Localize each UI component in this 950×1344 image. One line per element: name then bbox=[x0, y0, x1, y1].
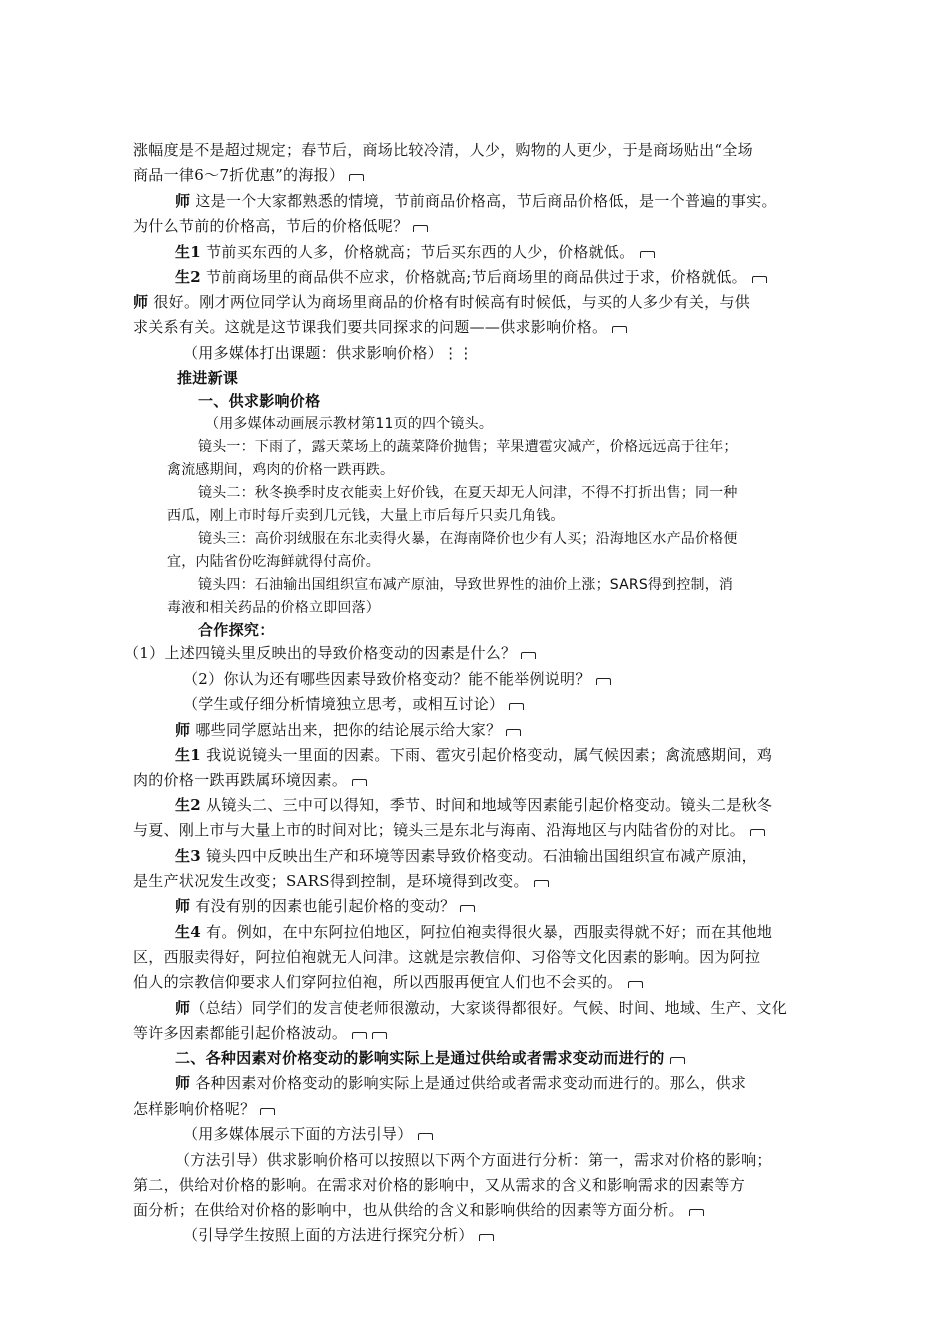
paragraph-mark-icon bbox=[628, 981, 643, 988]
text-line: 禽流感期间，鸡肉的价格一跌再跌。 bbox=[167, 462, 395, 478]
dialogue-line: 生2 从镜头二、三中可以得知，季节、时间和地域等因素能引起价格变动。镜头二是秋冬 bbox=[175, 796, 773, 814]
paragraph-mark-icon bbox=[372, 1032, 387, 1039]
text-line: 求关系有关。这就是这节课我们要共同探求的问题——供求影响价格。 bbox=[133, 316, 627, 338]
text-line: 镜头三：高价羽绒服在东北卖得火暴，在海南降价也少有人买；沿海地区水产品价格便 bbox=[198, 531, 738, 547]
paragraph-mark-icon bbox=[750, 829, 765, 836]
text-line: 镜头四：石油输出国组织宣布减产原油，导致世界性的油价上涨；SARS得到控制，消 bbox=[198, 577, 734, 593]
text-line: 西瓜，刚上市时每斤卖到几元钱，大量上市后每斤只卖几角钱。 bbox=[167, 508, 565, 524]
section-heading: 合作探究： bbox=[198, 621, 275, 639]
dialogue-line: 师 这是一个大家都熟悉的情境，节前商品价格高，节后商品价格低，是一个普遍的事实。 bbox=[175, 192, 777, 210]
paragraph-mark-icon bbox=[596, 678, 611, 685]
text-line: （用多媒体动画展示教材第11页的四个镜头。 bbox=[205, 416, 494, 432]
section-heading: 一、供求影响价格 bbox=[198, 392, 321, 410]
paragraph-mark-icon bbox=[418, 1133, 433, 1140]
stage-direction: （引导学生按照上面的方法进行探究分析） bbox=[183, 1224, 494, 1246]
dialogue-line: 师 很好。刚才两位同学认为商场里商品的价格有时候高有时候低，与买的人多少有关，与供 bbox=[133, 293, 751, 311]
text-line: 面分析；在供给对价格的影响中，也从供给的含义和影响供给的因素等方面分析。 bbox=[133, 1199, 704, 1221]
paragraph-mark-icon bbox=[509, 703, 524, 710]
text-line: 等许多因素都能引起价格波动。 bbox=[133, 1022, 387, 1044]
paragraph-mark-icon bbox=[349, 174, 364, 181]
stage-direction: （用多媒体展示下面的方法引导） bbox=[183, 1123, 433, 1145]
section-heading: 二、各种因素对价格变动的影响实际上是通过供给或者需求变动而进行的 bbox=[175, 1047, 685, 1069]
text-line: 毒液和相关药品的价格立即回落） bbox=[167, 600, 380, 616]
dialogue-line: 生3 镜头四中反映出生产和环境等因素导致价格变动。石油输出国组织宣布减产原油， bbox=[175, 847, 757, 865]
text-line: 宜，内陆省份吃海鲜就得付高价。 bbox=[167, 554, 380, 570]
text-line: 区，西服卖得好，阿拉伯袍就无人问津。这就是宗教信仰、习俗等文化因素的影响。因为阿拉 bbox=[133, 948, 761, 966]
dialogue-line: 生1 我说说镜头一里面的因素。下雨、雹灾引起价格变动，属气候因素；禽流感期间，鸡 bbox=[175, 746, 773, 764]
text-line: （方法引导）供求影响价格可以按照以下两个方面进行分析：第一，需求对价格的影响； bbox=[175, 1151, 772, 1169]
text-line: 第二，供给对价格的影响。在需求对价格的影响中，又从需求的含义和影响需求的因素等方 bbox=[133, 1176, 746, 1194]
stage-direction: （用多媒体打出课题：供求影响价格）⋮⋮ bbox=[183, 344, 474, 362]
text-line: 涨幅度是不是超过规定；春节后，商场比较冷清，人少，购物的人更少，于是商场贴出“全场 bbox=[133, 141, 753, 159]
text-line: 为什么节前的价格高，节后的价格低呢？ bbox=[133, 215, 428, 237]
text-line: 是生产状况发生改变；SARS得到控制，是环境得到改变。 bbox=[133, 870, 549, 892]
text-line: 镜头一：下雨了，露天菜场上的蔬菜降价抛售；苹果遭雹灾减产，价格远远高于往年； bbox=[198, 439, 738, 455]
paragraph-mark-icon bbox=[640, 251, 655, 258]
paragraph-mark-icon bbox=[521, 652, 536, 659]
stage-direction: （学生或仔细分析情境独立思考，或相互讨论） bbox=[183, 693, 524, 715]
paragraph-mark-icon bbox=[612, 326, 627, 333]
text-line: 与夏、刚上市与大量上市的时间对比；镜头三是东北与海南、沿海地区与内陆省份的对比。 bbox=[133, 819, 765, 841]
paragraph-mark-icon bbox=[479, 1234, 494, 1241]
paragraph-mark-icon bbox=[689, 1209, 704, 1216]
paragraph-mark-icon bbox=[460, 905, 475, 912]
paragraph-mark-icon bbox=[413, 225, 428, 232]
paragraph-mark-icon bbox=[260, 1108, 275, 1115]
dialogue-line: 师 哪些同学愿站出来，把你的结论展示给大家？ bbox=[175, 719, 521, 741]
question-line: （1）上述四镜头里反映出的导致价格变动的因素是什么？ bbox=[124, 642, 536, 664]
paragraph-mark-icon bbox=[506, 729, 521, 736]
paragraph-mark-icon bbox=[352, 1032, 367, 1039]
text-line: 商品一律6～7折优惠”的海报） bbox=[133, 164, 364, 186]
dialogue-line: 师（总结）同学们的发言使老师很激动，大家谈得都很好。气候、时间、地域、生产、文化 bbox=[175, 999, 788, 1017]
question-line: （2）你认为还有哪些因素导致价格变动？能不能举例说明？ bbox=[183, 668, 611, 690]
section-heading: 推进新课 bbox=[177, 369, 239, 387]
dialogue-line: 师 各种因素对价格变动的影响实际上是通过供给或者需求变动而进行的。那么，供求 bbox=[175, 1074, 747, 1092]
dialogue-line: 生4 有。例如，在中东阿拉伯地区，阿拉伯袍卖得很火暴，西服卖得就不好；而在其他地 bbox=[175, 923, 773, 941]
paragraph-mark-icon bbox=[534, 880, 549, 887]
paragraph-mark-icon bbox=[752, 276, 767, 283]
dialogue-line: 生1 节前买东西的人多，价格就高；节后买东西的人少，价格就低。 bbox=[175, 241, 655, 263]
paragraph-mark-icon bbox=[670, 1057, 685, 1064]
text-line: 镜头二：秋冬换季时皮衣能卖上好价钱，在夏天却无人问津，不得不打折出售；同一种 bbox=[198, 485, 738, 501]
dialogue-line: 生2 节前商场里的商品供不应求，价格就高;节后商场里的商品供过于求，价格就低。 bbox=[175, 266, 767, 288]
text-line: 伯人的宗教信仰要求人们穿阿拉伯袍，所以西服再便宜人们也不会买的。 bbox=[133, 971, 643, 993]
dialogue-line: 师 有没有别的因素也能引起价格的变动？ bbox=[175, 895, 475, 917]
text-line: 肉的价格一跌再跌属环境因素。 bbox=[133, 769, 367, 791]
text-line: 怎样影响价格呢？ bbox=[133, 1098, 275, 1120]
paragraph-mark-icon bbox=[352, 779, 367, 786]
